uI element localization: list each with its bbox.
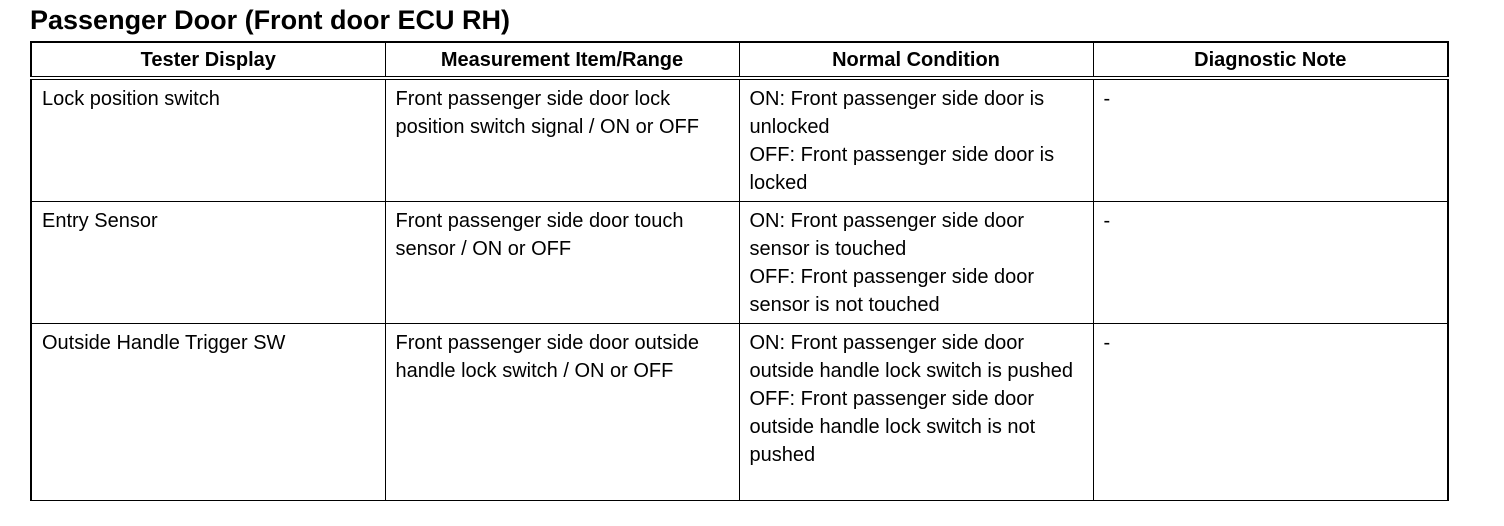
normal-condition-cell [739,324,1093,501]
table-row [31,78,1448,202]
normal-on-text: ON: Front passenger side door outside handle lock switch is pushed [749,332,1074,382]
page-title: Passenger Door (Front door ECU RH) [30,5,511,35]
normal-on-text: ON: Front passenger side door sensor is touched [749,210,1025,260]
normal-condition-cell [739,78,1093,202]
tester-display-cell: Lock position switch [31,78,385,202]
table-header [31,42,1448,78]
normal-off-text: OFF: Front passenger side door sensor is not touched [749,266,1035,316]
normal-on-text: ON: Front passenger side door is unlocked [749,88,1045,138]
header-measurement-item: Measurement Item/Range [385,42,739,78]
normal-condition-cell [739,202,1093,324]
normal-off-text: OFF: Front passenger side door is locked [749,144,1055,194]
tester-display-cell: Entry Sensor [31,202,385,324]
header-tester-display: Tester Display [31,42,385,78]
normal-off-text: OFF: Front passenger side door outside handle lock switch is not pushed [749,388,1036,466]
measurement-cell: Front passenger side door touch sensor / ON or OFF [385,202,739,324]
header-row [31,42,1448,78]
table-row [31,202,1448,324]
diagnostic-note-cell: - [1093,78,1448,202]
measurement-cell: Front passenger side door outside handle lock switch / ON or OFF [385,324,739,501]
data-list-table [30,41,1449,501]
diagnostic-note-cell: - [1093,202,1448,324]
tester-display-cell: Outside Handle Trigger SW [31,324,385,501]
header-normal-condition: Normal Condition [739,42,1093,78]
table-row [31,324,1448,501]
measurement-cell: Front passenger side door lock position switch signal / ON or OFF [385,78,739,202]
header-diagnostic-note: Diagnostic Note [1093,42,1448,78]
diagnostic-note-cell: - [1093,324,1448,501]
